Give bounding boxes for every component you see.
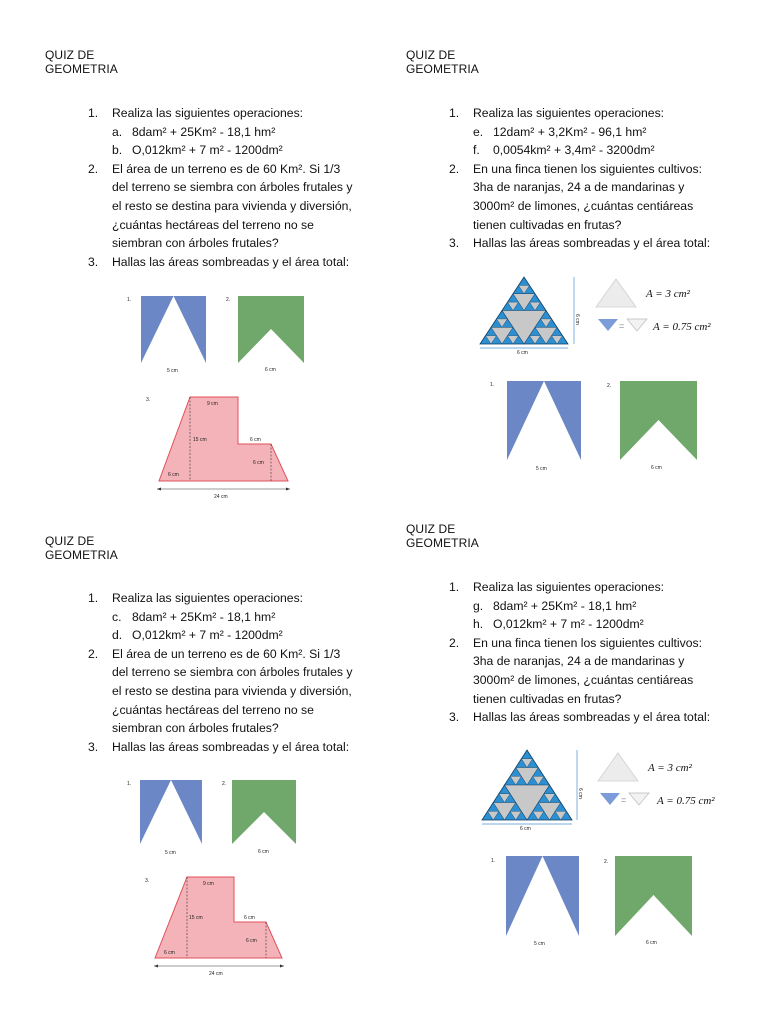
dim-label: 5 cm — [534, 941, 545, 947]
dim-label: 6 cm — [244, 915, 255, 921]
figure-2-label: 2. — [226, 297, 231, 303]
question-2: 2. En una finca tienen los siguientes cultivos: 3ha de naranjas, 24 a de mandarinas y 3000m² de limones, ¿cuántas centiáreas tienen cultivadas en frutas? — [449, 161, 702, 232]
dim-label: 9 cm — [203, 881, 214, 887]
dim-label: 6 cm — [168, 472, 179, 478]
dim-label: 6 cm — [164, 950, 175, 956]
quiz-title: QUIZ DE GEOMETRIA — [406, 522, 479, 550]
operation-d: d. O,012km² + 7 m² - 1200dm² — [112, 628, 283, 643]
figure-3 — [143, 392, 303, 502]
dim-label: 6 cm — [646, 940, 657, 946]
question-1: 1. Realiza las siguientes operaciones: — [88, 106, 304, 120]
dim-label: 6 cm — [577, 788, 583, 799]
figure-2-label: 2. — [604, 859, 609, 865]
dim-label: 6 cm — [250, 437, 261, 443]
operation-a: a. 8dam² + 25Km² - 18,1 hm² — [112, 124, 276, 139]
area-label: A = 0.75 cm² — [653, 321, 711, 333]
dim-label: 9 cm — [207, 401, 218, 407]
figure-1-label: 1. — [491, 858, 496, 864]
question-3: 3. Hallas las áreas sombreadas y el área total: — [88, 254, 350, 269]
dim-label: 6 cm — [574, 314, 580, 325]
question-2: 2. El área de un terreno es de 60 Km². Si 1/3 del terreno se siembra con árboles frutales y el resto se destina para vivienda y diversión, ¿cuántas hectáreas del terreno no se siembran con árboles frutales? — [88, 646, 353, 736]
dim-label: 6 cm — [246, 938, 257, 944]
svg-text:=: = — [619, 321, 625, 331]
sierpinski-figure — [474, 274, 734, 356]
blue-inverted-triangle — [598, 319, 618, 331]
question-list — [449, 578, 749, 727]
dim-label: 6 cm — [651, 465, 662, 471]
question-2: 2. El área de un terreno es de 60 Km². Si 1/3 del terreno se siembra con árboles frutales y el resto se destina para vivienda y diversión, ¿cuántas hectáreas del terreno no se siembran con árboles frutales? — [88, 161, 353, 251]
dim-label: 5 cm — [536, 466, 547, 472]
figure-2-label: 2. — [222, 781, 227, 787]
figure-3-label: 3. — [146, 397, 151, 403]
operation-f: f. 0,0054km² + 3,4m² - 3200dm² — [473, 143, 655, 158]
area-label: A = 3 cm² — [648, 762, 692, 774]
quiz-title: QUIZ DE GEOMETRIA — [45, 534, 118, 562]
operation-e: e. 12dam² + 3,2Km² - 96,1 hm² — [473, 124, 647, 139]
area-label: A = 3 cm² — [646, 288, 690, 300]
quiz-title: QUIZ DE GEOMETRIA — [45, 48, 118, 76]
figure-1-label: 1. — [490, 382, 495, 388]
figure-3-label: 3. — [145, 878, 150, 884]
operation-b: b. O,012km² + 7 m² - 1200dm² — [112, 143, 283, 158]
figure-squares — [125, 776, 305, 858]
question-1: 1. Realiza las siguientes operaciones: — [449, 106, 665, 120]
figure-squares — [488, 853, 698, 951]
svg-text:=: = — [621, 795, 627, 805]
sierpinski-figure — [476, 747, 736, 833]
dim-label: 6 cm — [517, 350, 528, 356]
question-list — [88, 104, 388, 271]
big-gray-triangle — [596, 279, 636, 307]
question-3: 3. Hallas las áreas sombreadas y el área total: — [449, 710, 711, 725]
dim-label: 15 cm — [193, 437, 207, 443]
dim-label: 24 cm — [214, 494, 228, 500]
question-3: 3. Hallas las áreas sombreadas y el área total: — [88, 739, 350, 754]
figure-3 — [142, 873, 302, 981]
pink-polygon — [155, 877, 282, 958]
figure-squares — [487, 377, 702, 477]
operation-g: g. 8dam² + 25Km² - 18,1 hm² — [473, 598, 637, 613]
white-inverted-triangle — [629, 793, 649, 805]
blue-inverted-triangle — [600, 793, 620, 805]
dim-label: 6 cm — [265, 367, 276, 373]
quiz-title: QUIZ DE GEOMETRIA — [406, 48, 479, 76]
question-3: 3. Hallas las áreas sombreadas y el área total: — [449, 236, 711, 251]
question-1: 1. Realiza las siguientes operaciones: — [88, 591, 304, 605]
figure-1-label: 1. — [127, 297, 132, 303]
figure-1-label: 1. — [127, 781, 132, 787]
operation-h: h. O,012km² + 7 m² - 1200dm² — [473, 617, 644, 632]
question-2: 2. En una finca tienen los siguientes cultivos: 3ha de naranjas, 24 a de mandarinas y 3000m² de limones, ¿cuántas centiáreas tienen cultivadas en frutas? — [449, 635, 702, 706]
dim-label: 15 cm — [189, 915, 203, 921]
dim-label: 5 cm — [167, 368, 178, 374]
figure-2-label: 2. — [607, 383, 612, 389]
dim-label: 6 cm — [258, 849, 269, 855]
pink-polygon — [159, 397, 288, 481]
question-1: 1. Realiza las siguientes operaciones: — [449, 580, 665, 594]
question-list — [449, 104, 749, 253]
area-label: A = 0.75 cm² — [657, 795, 715, 807]
big-gray-triangle — [598, 753, 638, 781]
white-inverted-triangle — [627, 319, 647, 331]
figure-squares — [125, 292, 315, 377]
dim-label: 24 cm — [209, 971, 223, 977]
dim-label: 6 cm — [253, 460, 264, 466]
operation-c: c. 8dam² + 25Km² - 18,1 hm² — [112, 609, 276, 624]
dim-label: 5 cm — [165, 850, 176, 856]
dim-label: 6 cm — [520, 826, 531, 832]
question-list — [88, 589, 388, 756]
